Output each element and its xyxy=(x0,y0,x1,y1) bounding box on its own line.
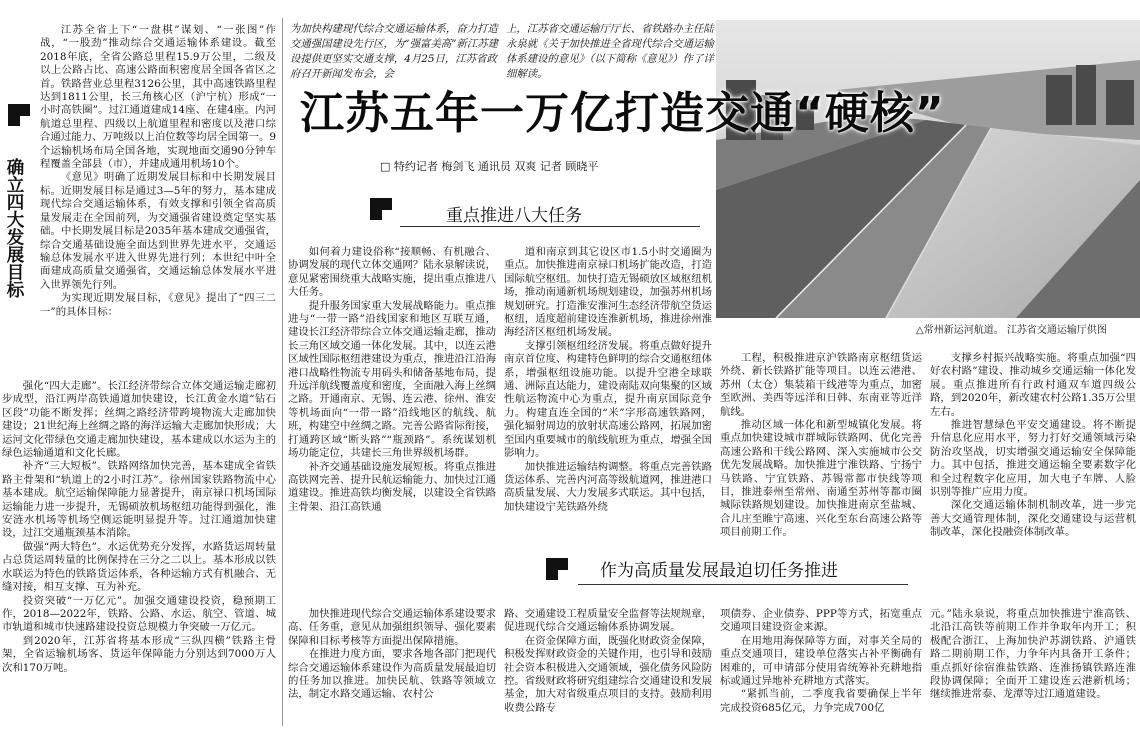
section1-paragraph: 推进智慧绿色平安交通建设。将不断提升信息化应用水平，努力打好交通领域污染防治攻坚战，切实增强交通运输安全保障能力。其中包括，推进交通运输全要素数字化和全过程数字化应用，加大电子车牌、人脸识别等推广应用力度。 xyxy=(930,419,1136,499)
section1-marker-icon xyxy=(370,198,392,220)
sidebar-marker-icon xyxy=(8,104,30,126)
section2-column-b xyxy=(504,608,712,728)
section2-marker-icon xyxy=(546,558,568,580)
sidebar-paragraph: 投资突破“一万亿元”。加强交通建设投资，稳预期工作，2018—2022年，铁路、公路、水运、航空、管道、城市轨道和城市快速路建设投资总规模力争突破一万亿元。 xyxy=(2,594,276,634)
section2-paragraph: 在用地用海保障等方面，对事关全局的重点交通项目，建设单位落实占补平衡确有困难的，可申请部分使用省统筹补充耕地指标或通过异地补充耕地方式落实。 xyxy=(720,634,922,688)
section2-column-a xyxy=(288,608,496,728)
canal-photo-image xyxy=(716,20,1140,318)
section2-paragraph: 路、交通建设工程质量安全监督等法规规章，促进现代综合交通运输体系协调发展。 xyxy=(504,608,712,634)
sidebar-paragraph: 到2020年，江苏省将基本形成“三纵四横”铁路主骨架，全省运输机场客、货运年保障能力分别达到7000万人次和170万吨。 xyxy=(2,634,276,674)
article-intro-left: 为加快构建现代综合交通运输体系，奋力打造交通强国建设先行区，为“强富美高”新江苏建设提供更坚实交通支撑，4月25日，江苏省政府召开新闻发布会，会 xyxy=(290,23,499,80)
section1-paragraph: 深化交通运输体制机制改革，进一步完善大交通管理体制，深化交通建设与运营机制改革，深化投融资体制改革。 xyxy=(930,499,1136,539)
section1-underline xyxy=(400,226,700,227)
section2-column-d xyxy=(930,608,1136,728)
section1-paragraph: 工程，积极推进京沪铁路南京枢纽货运外绕、新长铁路扩能等项目。以连云港港、苏州（太仓）集装箱干线港等为重点，加密至欧洲、美西等远洋和日韩、东南亚等近洋航线。 xyxy=(720,352,922,418)
section1-title: 重点推进八大任务 xyxy=(446,206,582,226)
section1-paragraph: 提升服务国家重大发展战略能力。重点推进与“一带一路”沿线国家和地区互联互通，建设长江经济带综合立体交通运输走廊，推动长三角区域交通一体化发展。其中，以连云港区域性国际枢纽港建设为重点，推进沿江沿海港口战略性物流专用码头和储备基地布局，提升远洋航线覆盖度和密度，全面融入海上丝绸之路。开通南京、无锡、连云港、徐州、淮安等机场面向“一带一路”沿线地区的航线、航班，构建空中丝绸之路。完善公路省际衔接，打通跨区域“断头路”“瓶颈路”。系统谋划机场功能定位，共建长三角世界级机场群。 xyxy=(288,299,496,460)
sidebar-paragraph: 做强“两大特色”。水运优势充分发挥，水路货运周转量占总货运周转量的比例保持在三分之二以上。基本形成以铁水联运为特色的铁路货运体系，各种运输方式有机融合、无缝对接，相互支撑、互为补充。 xyxy=(2,540,276,594)
sidebar-paragraph: 《意见》明确了近期发展目标和中长期发展目标。近期发展目标是通过3—5年的努力，基本建成现代综合交通运输体系，有效支撑和引领全省高质量发展走在全国前列，为交通强省建设奠定坚实基础。中长期发展目标是2035年基本建成交通强省，综合交通基础设施全面达到世界先进水平，交通运输总体发展水平进入世界先进行列；本世纪中叶全面建成高质量交通强省，交通运输总体发展水平进入世界领先行列。 xyxy=(40,171,276,291)
sidebar-paragraph: 为实现近期发展目标，《意见》提出了“四三二一”的具体目标： xyxy=(40,292,276,318)
article-headline: 江苏五年一万亿打造交通“硬核” xyxy=(300,88,945,139)
section2-title: 作为高质量发展最迫切任务推进 xyxy=(600,561,838,581)
section1-paragraph: 支撑引领枢纽经济发展。将重点做好提升南京首位度、构建特色鲜明的综合交通枢纽体系，增强枢纽设施功能。以提升空港全球联通、洲际直达能力，建设南陆双向集聚的区域性航运物流中心为重点，提升南京国际竞争力。构建直连全国的“米”字形高速铁路网，强化辐射周边的放射状高速公路网，拓展加密至国内重要城市的航线航班为重点，增强全国影响力。 xyxy=(504,339,712,460)
sidebar-paragraph: 江苏全省上下“一盘棋”谋划、“一张图”作战，“一股劲”推动综合交通运输体系建设。截至2018年底，全省公路总里程15.9万公里，二级及以上公路占比、高速公路面积密度居全国各省区之首。铁路营业总里程3126公里，其中高速铁路里程达到1811公里，长三角核心区（沪宁杭）形成“一小时高铁圈”。过江通道建成14座、在建4座。内河航道总里程、四级以上航道里程和密度以及港口综合通过能力、万吨级以上泊位数等均居全国第一。9个运输机场布局全国各地，实现地面交通90分钟车程覆盖全部县（市），并建成通用机场10个。 xyxy=(40,24,276,171)
section1-paragraph: 如何着力建设俗称“接顺畅、有机融合、协调发展的现代立体交通网？陆永泉解读说，意见紧密围绕重大战略实施，提出重点推进八大任务。 xyxy=(288,246,496,299)
section2-paragraph: 在推进力度方面，要求各地各部门把现代综合交通运输体系建设作为高质量发展最迫切的任务加以推进。加快民航、铁路等领域立法，制定水路交通运输、农村公 xyxy=(288,648,496,701)
section1-column-b xyxy=(504,246,712,540)
article-intro-right: 上，江苏省交通运输厅厅长、省铁路办主任陆永泉就《关于加快推进全省现代综合交通运输体系建设的意见》（以下简称《意见》）作了详细解读。 xyxy=(506,23,714,80)
section1-paragraph: 加快推进运输结构调整。将重点完善铁路货运体系、完善内河高等级航道网，推进港口高质量发展、大力发展多式联运。其中包括，加快建设宁芜铁路外绕 xyxy=(504,460,712,513)
section1-paragraph: 推动区域一体化和新型城镇化发展。将重点加快建设城市群城际铁路网、优化完善高速公路和干线公路网、深入实施城市公交优先发展战略。加快推进宁淮铁路、宁扬宁马铁路、宁宜铁路、苏锡常都市快线等项目，推进泰州至常州、南通至苏州等都市圈城际铁路规划建设。加快推进南京至盐城、合儿庄至睢宁高速、兴化至东台高速公路等项目前期工作。 xyxy=(720,419,922,539)
section2-underline xyxy=(578,584,908,585)
section2-paragraph: 元。”陆永泉说，将重点加快推进宁淮高铁、北沿江高铁等前期工作并争取年内开工；积极配合浙江、上海加快沪苏湖铁路、沪通铁路二期前期工作，力争年内具备开工条件；重点抓好徐宿淮盐铁路、连淮扬镇铁路连淮段协调保障；全面开工建设连云港新机场；继续推进常泰、龙潭等过江通道建设。 xyxy=(930,608,1136,701)
section2-paragraph: 在资金保障方面，既强化财政资金保障，积极发挥财政资金的关键作用，也引导和鼓励社会资本积极进入交通领域，强化债务风险防控。省级财政将研究组建综合交通建设和发展基金，加大对省级重点项目的支持。鼓励利用收费公路专 xyxy=(504,634,712,714)
column-divider xyxy=(282,18,283,726)
section1-paragraph: 道和南京到其它设区市1.5小时交通圈为重点。加快推进南京禄口机场扩能改造，打造国际航空枢纽。加快打造无锡硕放区域枢纽机场，推动南通新机场规划建设，加强苏州机场规划研究。打造淮安淮河生态经济带航空货运枢纽，适度超前建设连淮新机场，推进徐州淮海经济区枢纽机场发展。 xyxy=(504,246,712,339)
section1-paragraph: 补齐交通基础设施发展短板。将重点推进高铁网完善、提升民航运输能力、加快过江通道建设。推进高铁均衡发展，以建设全省铁路主骨架、沿江高铁通 xyxy=(288,460,496,513)
section1-column-a xyxy=(288,246,496,540)
section2-column-c xyxy=(720,608,922,728)
section1-paragraph: 支撑乡村振兴战略实施。将重点加强“四好农村路”建设、推动城乡交通运输一体化发展。重点推进所有行政村通双车道四级公路，到2020年，新改建农村公路1.35万公里左右。 xyxy=(930,352,1136,418)
sidebar-paragraph: 强化“四大走廊”。长江经济带综合立体交通运输走廊初步成型，沿江两岸高铁通道加快建设，长江黄金水道“钻石区段”功能不断发挥；丝绸之路经济带跨境物流大走廊加快建设；21世纪海上丝绸之路的海洋运输大走廊加快形成；大运河文化带绿色交通走廊加快建设，基本建成以水运为主的绿色运输通道和文化长廊。 xyxy=(2,380,276,460)
sidebar-paragraph: 补齐“三大短板”。铁路网络加快完善，基本建成全省铁路主骨架和“轨道上的2小时江苏”。徐州国家铁路物流中心基本建成。航空运输保障能力显著提升，南京禄口机场国际运输能力进一步提升，无锡硕放机场枢纽功能得到强化，淮安涟水机场等机场空侧运能明显提升等。过江通道加快建设，过江交通瓶颈基本消除。 xyxy=(2,460,276,540)
section1-column-c xyxy=(720,352,922,542)
section2-paragraph: “紧抓当前，二季度我省要确保上半年完成投资685亿元，力争完成700亿 xyxy=(720,688,922,714)
sidebar-text-top xyxy=(40,24,276,380)
sidebar-text-bottom xyxy=(2,380,276,728)
article-byline: □ 特约记者 梅剑飞 通讯员 双爽 记者 顾晓平 xyxy=(380,160,599,173)
photo-caption: △常州新运河航道。 江苏省交通运输厅供图 xyxy=(916,325,1107,336)
section2-paragraph: 项债券、企业债券、PPP等方式，拓宽重点交通项目建设资金来源。 xyxy=(720,608,922,634)
section2-paragraph: 加快推进现代综合交通运输体系建设要求高、任务重，意见从加强组织领导、强化要素保障和目标考核等方面提出保障措施。 xyxy=(288,608,496,647)
sidebar-vertical-title: 确立四大发展目标 xyxy=(4,158,24,298)
canal-photo xyxy=(716,20,1140,318)
section1-column-d xyxy=(930,352,1136,542)
